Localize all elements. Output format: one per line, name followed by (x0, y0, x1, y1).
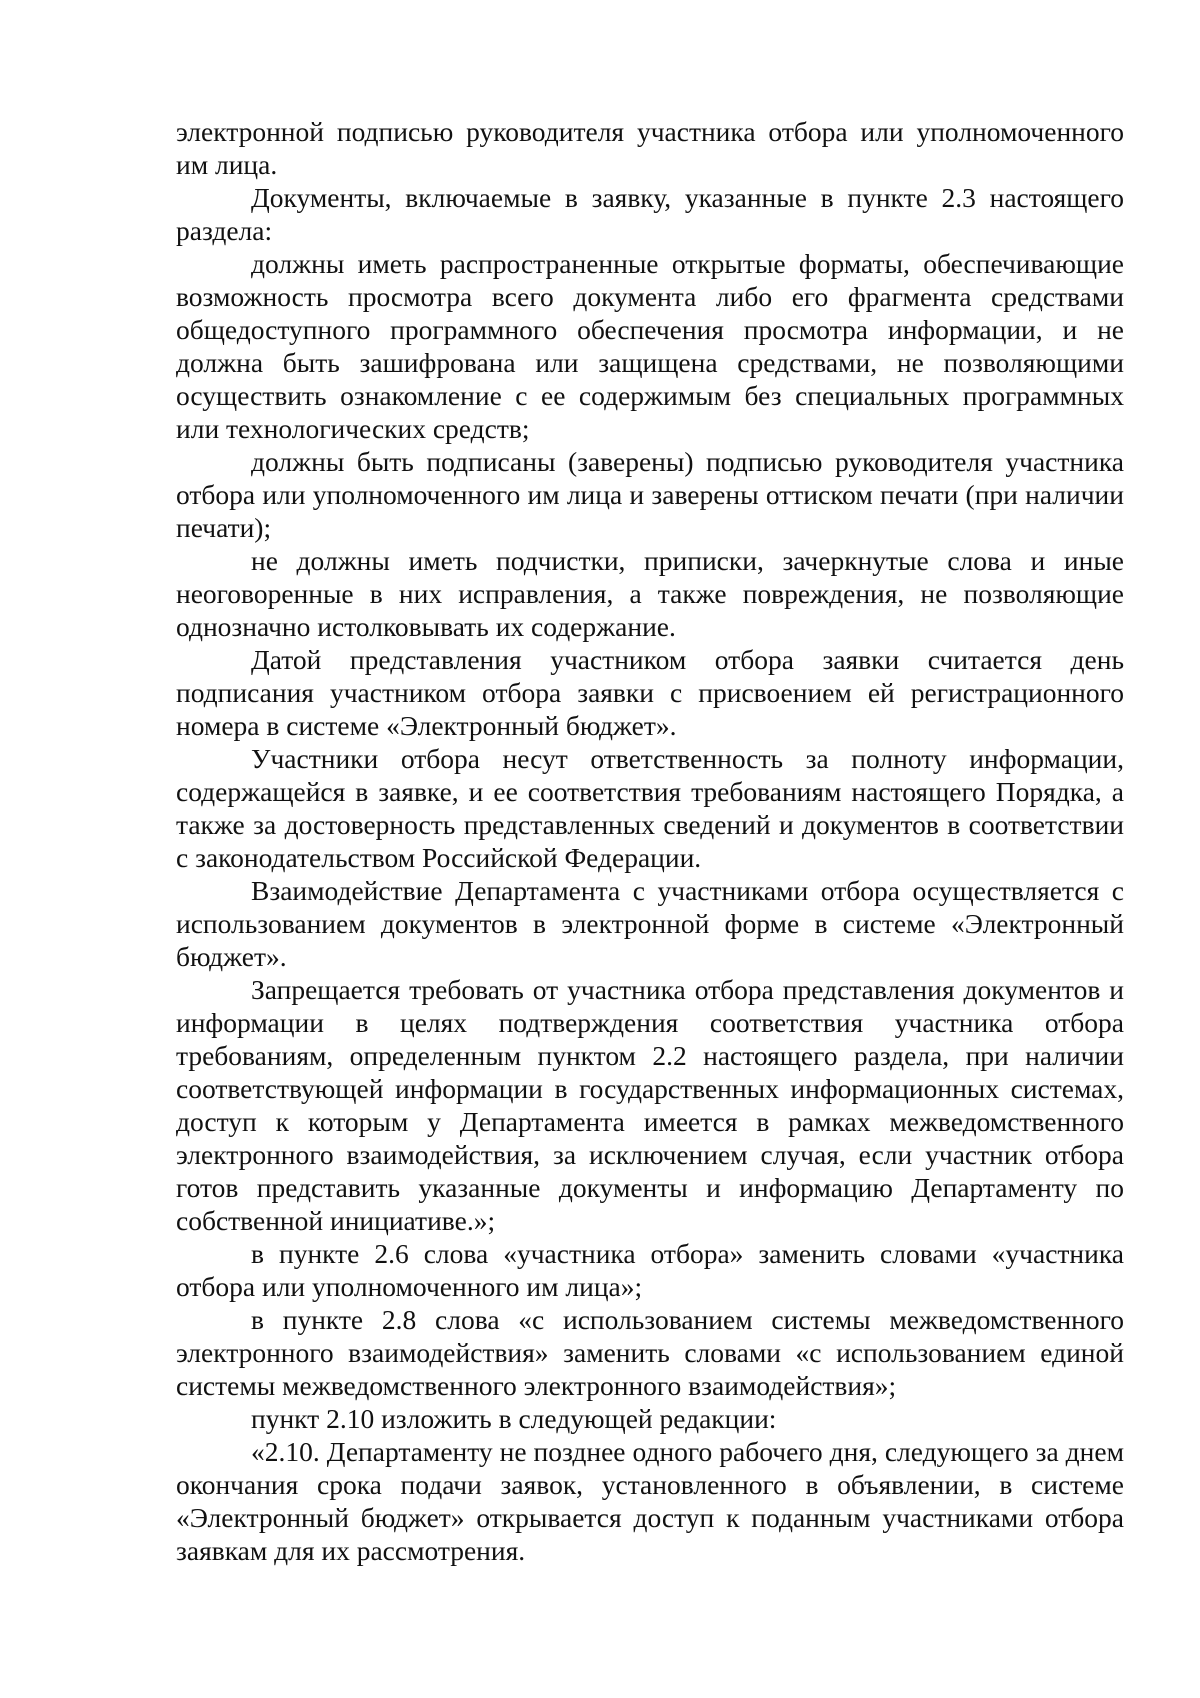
paragraph-signing-requirement: должны быть подписаны (заверены) подписью руководителя участника отбора или уполномоченного им лица и заверены оттиском печати (при наличии печати); (176, 446, 1124, 543)
paragraph-no-corrections-requirement: не должны иметь подчистки, приписки, зачеркнутые слова и иные неоговоренные в них исправления, а также повреждения, не позволяющие однозначно истолковывать их содержание. (176, 545, 1124, 642)
paragraph-amendment-2-10-intro: пункт 2.10 изложить в следующей редакции: (251, 1403, 777, 1434)
paragraph-participant-responsibility: Участники отбора несут ответственность за полноту информации, содержащейся в заявке, и ее соответствия требованиям настоящего Порядка, а также за достоверность представленных сведений и документов в соответствии с законодательством Российской Федерации. (176, 743, 1124, 873)
paragraph-amendment-2-8: в пункте 2.8 слова «с использованием системы межведомственного электронного взаимодействия» заменить словами «с использованием единой системы межведомственного электронного взаимодействия»; (176, 1304, 1124, 1401)
paragraph-interaction: Взаимодействие Департамента с участниками отбора осуществляется с использованием документов в электронной форме в системе «Электронный бюджет». (176, 875, 1124, 972)
document-body (176, 115, 1124, 1567)
paragraph-formats-requirement: должны иметь распространенные открытые форматы, обеспечивающие возможность просмотра всего документа либо его фрагмента средствами общедоступного программного обеспечения просмотра информации, и не должна быть зашифрована или защищена средствами, не позволяющими осуществить ознакомление с ее содержимым без специальных программных или технологических средств; (176, 248, 1124, 444)
paragraph-amendment-2-6: в пункте 2.6 слова «участника отбора» заменить словами «участника отбора или уполномоченного им лица»; (176, 1238, 1124, 1302)
paragraph-prohibition: Запрещается требовать от участника отбора представления документов и информации в целях подтверждения соответствия участника отбора требованиям, определенным пунктом 2.2 настоящего раздела, при наличии соответствующей информации в государственных информационных системах, доступ к которым у Департамента имеется в рамках межведомственного электронного взаимодействия, за исключением случая, если участник отбора готов представить указанные документы и информацию Департаменту по собственной инициативе.»; (176, 974, 1124, 1236)
paragraph-documents-intro: Документы, включаемые в заявку, указанные в пункте 2.3 настоящего раздела: (176, 182, 1124, 246)
paragraph-signature-continuation: электронной подписью руководителя участника отбора или уполномоченного им лица. (176, 116, 1124, 180)
paragraph-clause-2-10: «2.10. Департаменту не позднее одного рабочего дня, следующего за днем окончания срока подачи заявок, установленного в объявлении, в системе «Электронный бюджет» открывается доступ к поданным участниками отбора заявкам для их рассмотрения. (176, 1436, 1124, 1566)
paragraph-submission-date: Датой представления участником отбора заявки считается день подписания участником отбора заявки с присвоением ей регистрационного номера в системе «Электронный бюджет». (176, 644, 1124, 741)
